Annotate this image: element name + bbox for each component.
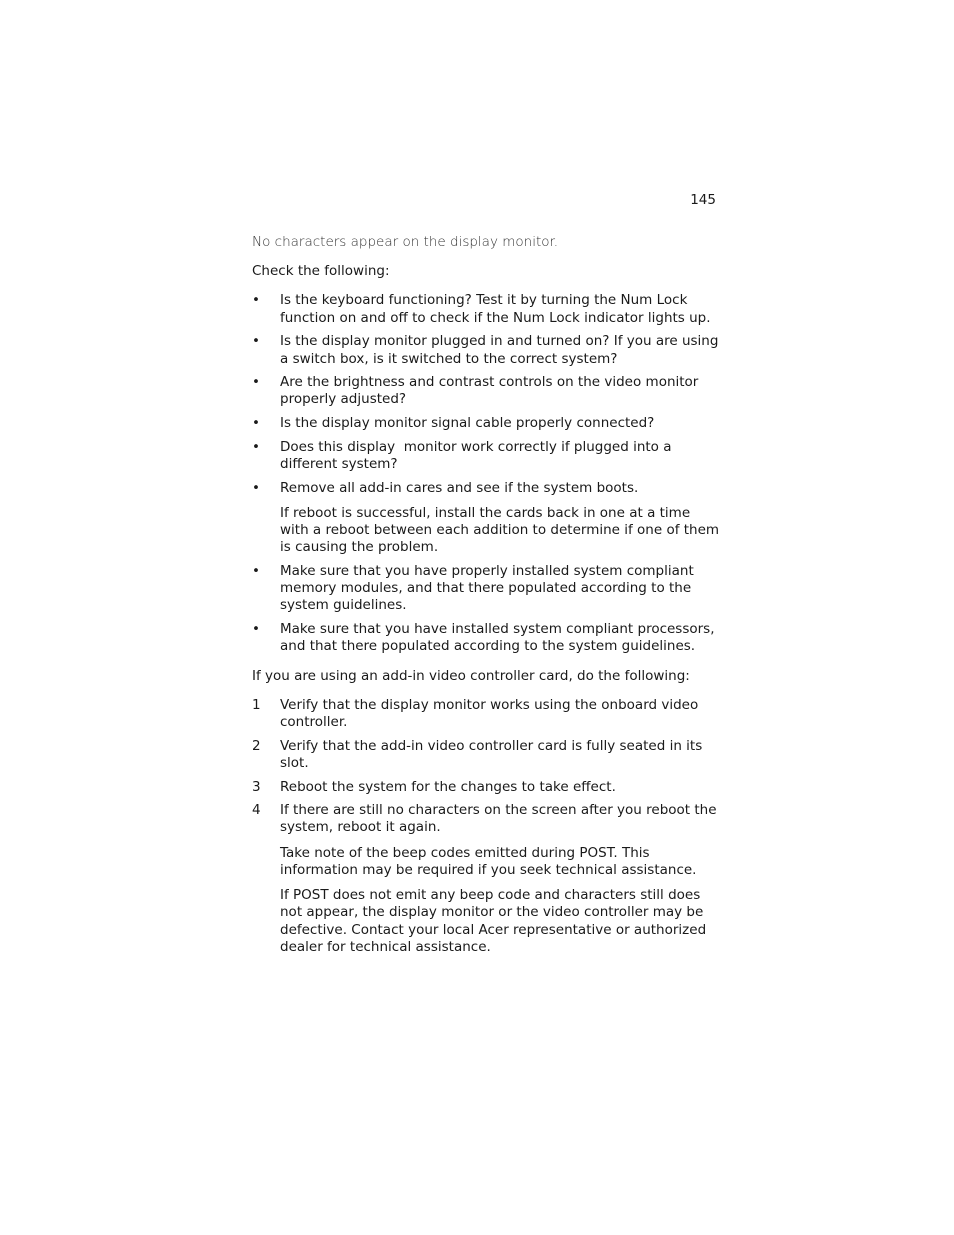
bullet-marker: • — [252, 415, 260, 432]
bullet-item — [252, 292, 722, 326]
page-content — [252, 234, 722, 968]
video-intro: If you are using an add-in video controller card, do the following: — [252, 667, 690, 684]
bullet-marker: • — [252, 374, 260, 391]
bullet-text: Is the display monitor plugged in and turned on? If you are using a switch box, is it switched to the correct system? — [280, 333, 719, 367]
bullet-text: Is the display monitor signal cable properly connected? — [280, 415, 655, 432]
bullet-item — [252, 415, 722, 432]
bullet-marker: • — [252, 621, 260, 638]
intro-paragraph: No characters appear on the display monitor. — [252, 234, 559, 250]
check-label: Check the following: — [252, 263, 390, 280]
bullet-marker: • — [252, 563, 260, 580]
page-number: 145 — [690, 192, 716, 208]
bullet-item — [252, 621, 722, 655]
numbered-list — [252, 697, 722, 956]
step-note: Take note of the beep codes emitted during POST. This information may be required if you seek technical assistance. — [280, 844, 697, 878]
bullet-item — [252, 439, 722, 473]
numbered-item — [252, 738, 722, 772]
step-number: 3 — [252, 778, 261, 795]
bullet-text: Is the keyboard functioning? Test it by turning the Num Lock function on and off to check if the Num Lock indicator lights up. — [280, 292, 711, 326]
bullet-list — [252, 292, 722, 655]
bullet-note: If reboot is successful, install the cards back in one at a time with a reboot between each addition to determine if one of them is causing the problem. — [280, 504, 720, 556]
bullet-item — [252, 480, 722, 557]
bullet-text: Does this display monitor work correctly if plugged into a different system? — [280, 438, 676, 473]
bullet-text: Make sure that you have properly installed system compliant memory modules, and that there populated according to the system guidelines. — [280, 563, 694, 614]
step-text: Verify that the display monitor works using the onboard video controller. — [280, 696, 699, 730]
step-text: Verify that the add-in video controller card is fully seated in its slot. — [280, 737, 703, 771]
bullet-marker: • — [252, 438, 260, 455]
bullet-text: Are the brightness and contrast controls on the video monitor properly adjusted? — [280, 374, 699, 408]
step-number: 4 — [252, 802, 261, 819]
bullet-item — [252, 333, 722, 367]
bullet-text: Remove all add-in cares and see if the system boots. — [280, 479, 639, 496]
bullet-text: Make sure that you have installed system compliant processors, and that there populated according to the system guidelines. — [280, 621, 715, 655]
numbered-item — [252, 697, 722, 731]
bullet-marker: • — [252, 333, 260, 350]
step-number: 1 — [252, 696, 261, 713]
step-number: 2 — [252, 737, 261, 754]
numbered-item — [252, 802, 722, 956]
bullet-item — [252, 563, 722, 615]
bullet-marker: • — [252, 292, 260, 309]
numbered-item — [252, 779, 722, 796]
bullet-item — [252, 374, 722, 408]
step-text: If there are still no characters on the screen after you reboot the system, reboot it again. — [280, 802, 717, 836]
step-note: If POST does not emit any beep code and characters still does not appear, the display monitor or the video controller may be defective. Contact your local Acer representative or authorized dealer for technical assistance. — [280, 887, 707, 955]
bullet-marker: • — [252, 479, 260, 496]
step-text: Reboot the system for the changes to take effect. — [280, 778, 616, 795]
